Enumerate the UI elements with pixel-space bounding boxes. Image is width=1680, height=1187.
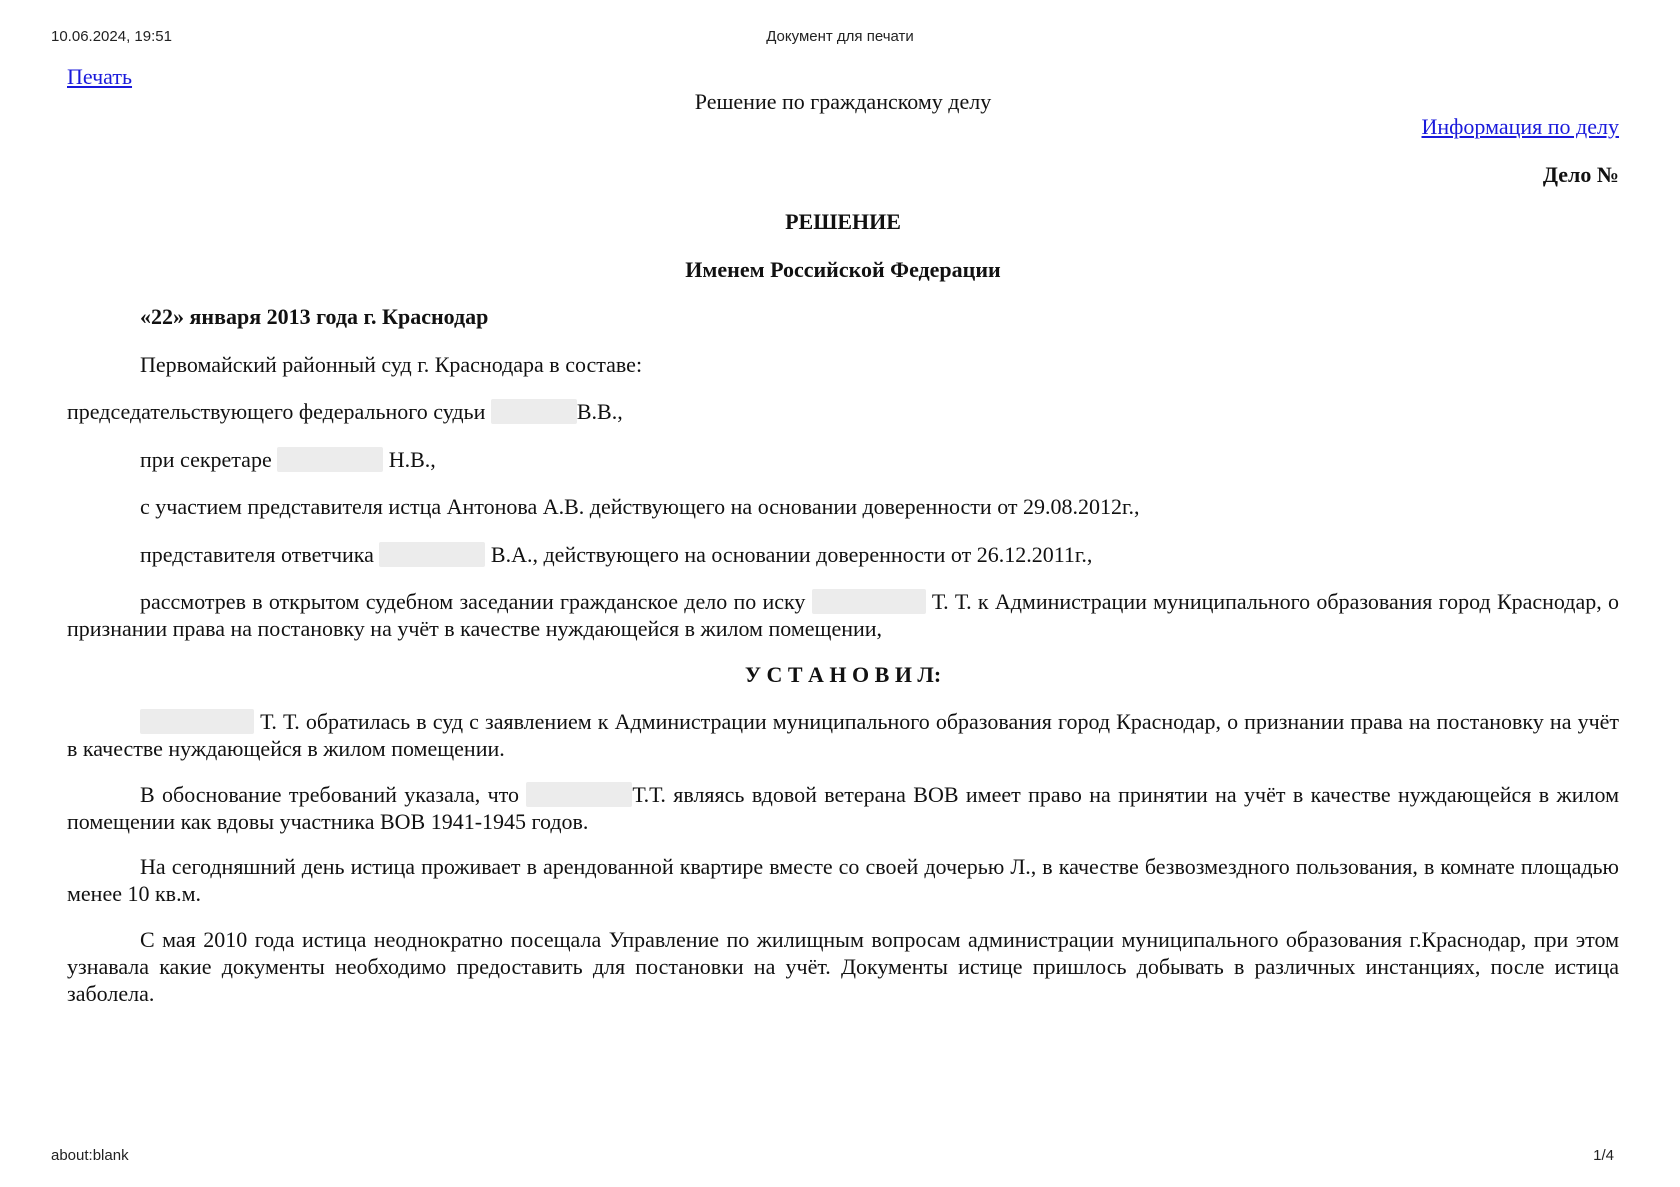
secretary-line: [67, 446, 1619, 473]
considered-suffix: Т. Т. к Администрации муниципального образования город Краснодар, о признании права на постановку на учёт в качестве нуждающейся в жилом помещении,: [67, 589, 1620, 641]
judge-prefix: председательствующего федерального судьи: [67, 399, 486, 424]
date-place: «22» января 2013 года г. Краснодар: [140, 304, 489, 329]
document-heading: Решение по гражданскому делу: [694, 89, 992, 114]
paragraph-2-suffix: Т.Т. являясь вдовой ветерана ВОВ имеет право на принятии на учёт в качестве нуждающейся в жилом помещении как вдовы участника ВОВ 1941-1945 годов.: [67, 782, 1619, 834]
redacted-name: [526, 782, 632, 807]
case-number: Дело №: [1542, 162, 1619, 187]
print-datetime: 10.06.2024, 19:51: [51, 28, 172, 45]
paragraph-4: С мая 2010 года истица неоднократно посещала Управление по жилищным вопросам администрации муниципального образования г.Краснодар, при этом узнавала какие документы необходимо предоставить для постановки на учёт. Документы истице пришлось добывать в различных инстанциях, после истица заболела.: [67, 927, 1619, 1006]
case-info-link-row: [67, 113, 1619, 140]
judge-line: [67, 398, 1619, 425]
court-composition: Первомайский районный суд г. Краснодара в составе:: [140, 352, 643, 377]
secretary-suffix: Н.В.,: [388, 447, 436, 472]
plaintiff-representative: с участием представителя истца Антонова А.В. действующего на основании доверенности от 29.08.2012г.,: [140, 494, 1140, 519]
page-counter: 1/4: [1593, 1147, 1614, 1164]
case-info-link[interactable]: Информация по делу: [1421, 114, 1619, 139]
secretary-prefix: при секретаре: [140, 447, 272, 472]
paragraph-1: [67, 708, 1619, 762]
print-header: [51, 28, 1629, 48]
print-footer: [51, 1147, 1629, 1167]
paragraph-1-text: Т. Т. обратилась в суд с заявлением к Администрации муниципального образования город Краснодар, о признании права на постановку на учёт в качестве нуждающейся в жилом помещении.: [67, 709, 1620, 761]
print-link[interactable]: Печать: [67, 64, 133, 89]
redacted-name: [140, 709, 254, 734]
considered-paragraph: [67, 588, 1619, 642]
redacted-name: [491, 399, 577, 424]
redacted-name: [812, 589, 926, 614]
print-url: about:blank: [51, 1147, 129, 1164]
decision-title: РЕШЕНИЕ: [785, 209, 901, 234]
considered-prefix: рассмотрев в открытом судебном заседании гражданское дело по иску: [140, 589, 806, 614]
defendant-rep-suffix: В.А., действующего на основании доверенности от 26.12.2011г.,: [490, 542, 1093, 567]
paragraph-3: На сегодняшний день истица проживает в арендованной квартире вместе со своей дочерью Л., в качестве безвозмездного пользования, в комнате площадью менее 10 кв.м.: [67, 854, 1619, 906]
established-heading: У С Т А Н О В И Л:: [744, 662, 942, 687]
defendant-rep-prefix: представителя ответчика: [140, 542, 374, 567]
paragraph-2-prefix: В обоснование требований указала, что: [140, 782, 520, 807]
print-page-title: Документ для печати: [766, 28, 914, 45]
defendant-representative: [67, 541, 1619, 568]
paragraph-2: [67, 781, 1619, 835]
print-link-row: [67, 63, 1619, 90]
redacted-name: [379, 542, 485, 567]
judge-suffix: В.В.,: [576, 399, 623, 424]
decision-subtitle: Именем Российской Федерации: [685, 257, 1001, 282]
redacted-name: [277, 447, 383, 472]
